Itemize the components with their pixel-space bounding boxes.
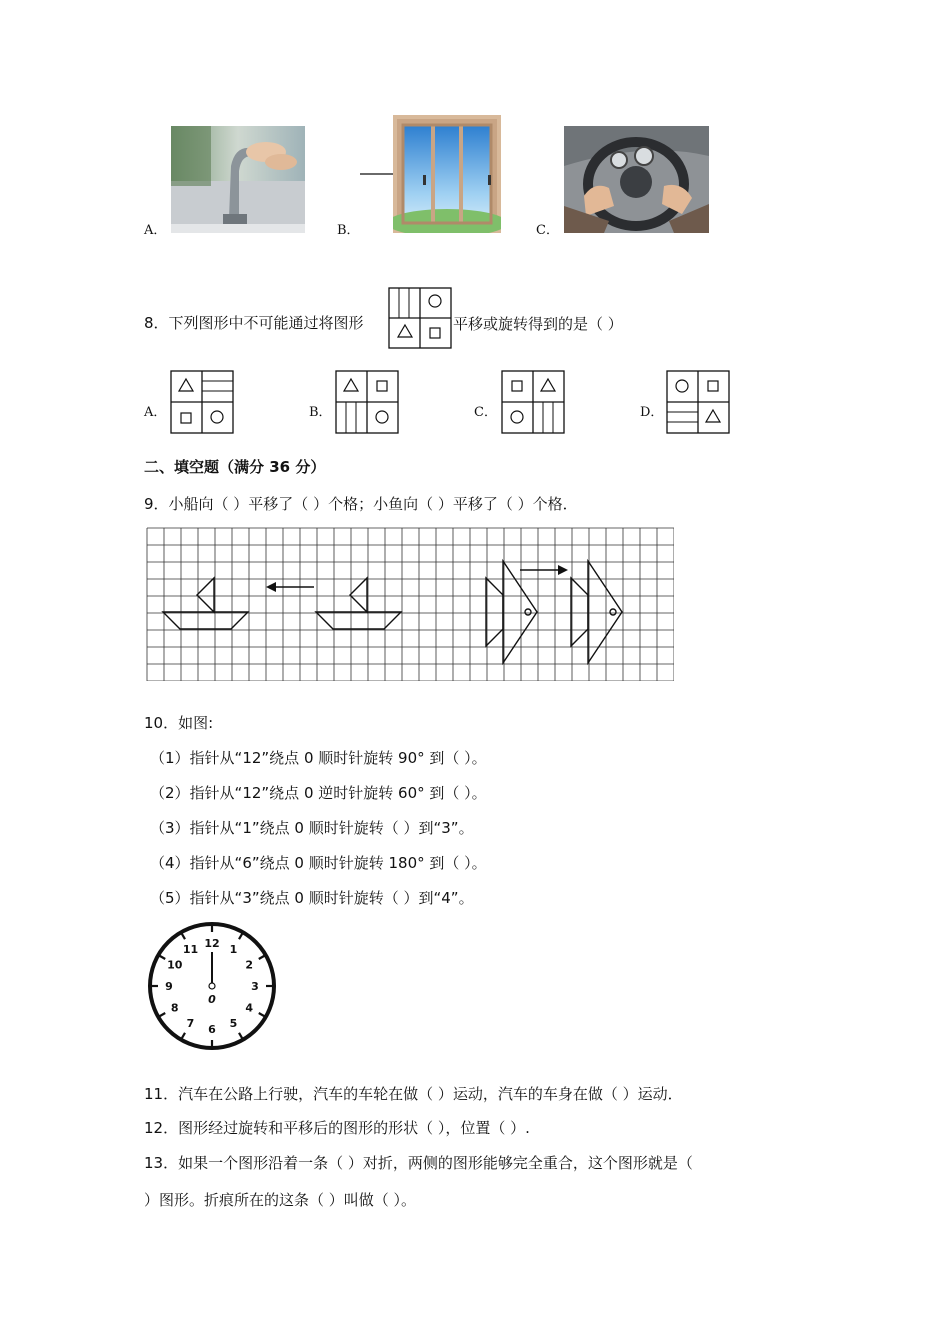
fish-right-icon [571,561,622,663]
section-title: 二、填空题（满分 36 分） [144,458,326,476]
clock-number: 1 [229,942,238,956]
option-a-label: A． [144,223,167,238]
q8-option-d-label: D． [640,405,664,420]
clock-number: 11 [182,942,199,956]
q10-title: 10．如图: [144,714,214,732]
clock-figure [146,920,278,1056]
fish-move-arrow-icon [520,565,568,575]
q10-item-3: （3）指针从“1”绕点 0 顺时针旋转（ ）到“3”。 [150,819,474,837]
boat-right-icon [316,578,401,629]
q13-line1: 13．如果一个图形沿着一条（ ）对折，两侧的图形能够完全重合，这个图形就是（ [144,1154,693,1172]
q9-grid-figure [146,527,674,685]
option-b-sliding-window-photo [393,115,501,233]
q13-line2: ）图形。折痕所在的这条（ ）叫做（ ）。 [144,1191,417,1209]
q8-option-a-label: A． [144,405,167,420]
fish-left-icon [486,561,537,663]
q10-item-1: （1）指针从“12”绕点 0 顺时针旋转 90° 到（ ）。 [150,749,487,767]
boat-left-icon [163,578,248,629]
option-b-label: B． [337,223,360,238]
clock-number: 2 [245,958,254,972]
clock-number: 6 [208,1023,216,1036]
clock-number: 5 [229,1017,238,1031]
q8-option-a-figure [170,370,234,438]
q12-text: 12．图形经过旋转和平移后的图形的形状（ ），位置（ ）. [144,1119,530,1137]
q8-option-b-label: B． [309,405,332,420]
q11-text: 11．汽车在公路上行驶，汽车的车轮在做（ ）运动，汽车的车身在做（ ）运动． [144,1085,683,1103]
q8-stem-after: 平移或旋转得到的是（ ） [453,315,623,333]
q8-stem-before: 8．下列图形中不可能通过将图形 [144,314,364,332]
q8-option-d-figure [666,370,730,438]
q8-option-c-label: C． [474,405,497,420]
clock-number: 3 [251,980,259,993]
option-c-steering-wheel-photo [564,126,709,233]
clock-center-label: 0 [208,993,216,1006]
clock-number: 12 [204,937,220,950]
clock-number: 7 [186,1017,195,1031]
q8-option-b-figure [335,370,399,438]
q9-text: 9．小船向（ ）平移了（ ）个格；小鱼向（ ）平移了（ ）个格． [144,495,578,513]
clock-number: 8 [170,1001,179,1015]
clock-number: 9 [165,980,173,993]
q8-reference-figure [388,287,452,353]
clock-number: 4 [245,1001,254,1015]
q10-item-5: （5）指针从“3”绕点 0 顺时针旋转（ ）到“4”。 [150,889,474,907]
option-a-faucet-photo [171,126,305,233]
q8-option-c-figure [501,370,565,438]
q10-item-2: （2）指针从“12”绕点 0 逆时针旋转 60° 到（ ）。 [150,784,487,802]
clock-number: 10 [167,958,183,972]
q10-item-4: （4）指针从“6”绕点 0 顺时针旋转 180° 到（ ）。 [150,854,487,872]
option-c-label: C． [536,223,559,238]
boat-move-arrow-icon [266,582,314,592]
